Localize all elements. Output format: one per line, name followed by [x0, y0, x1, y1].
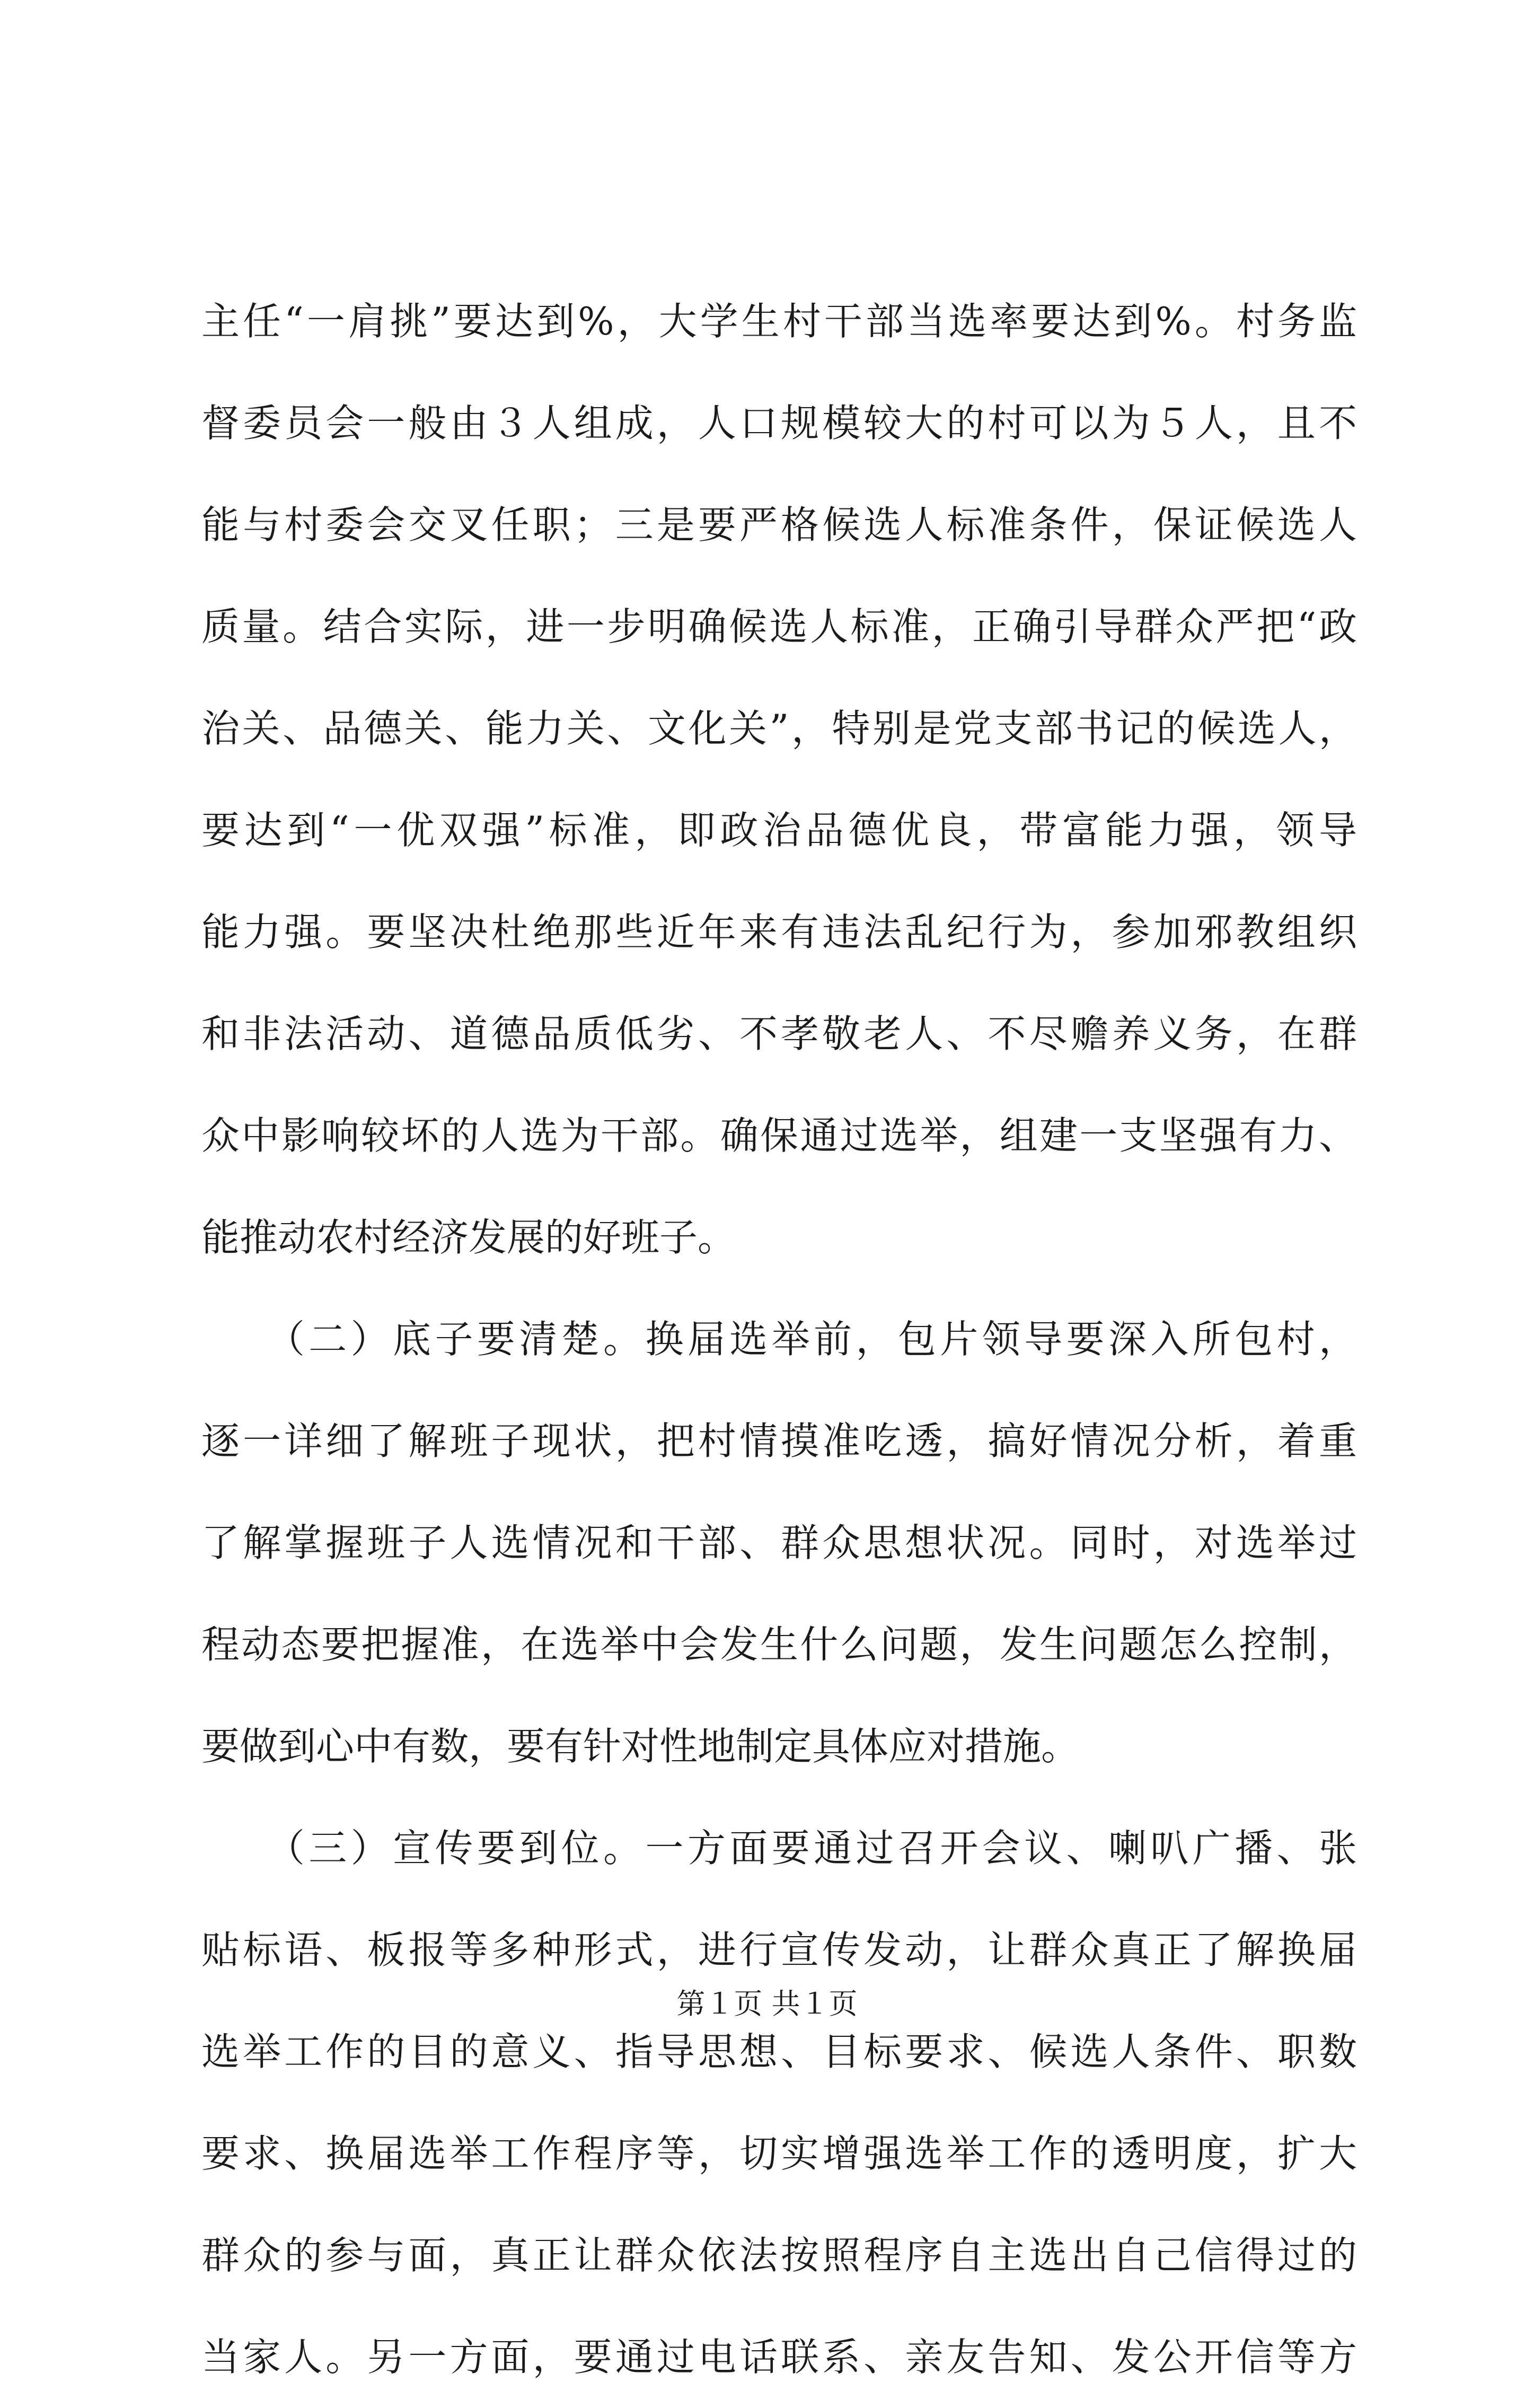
text-line: 要做到心中有数，要有针对性地制定具体应对措施。 — [201, 1724, 1080, 1769]
page-footer — [0, 1983, 1534, 2025]
text-line: （二）底子要清楚。换届选举前，包片领导要深入所包村， — [201, 1317, 1357, 1361]
text-line: 和非法活动、道德品质低劣、不孝敬老人、不尽赡养义务，在群 — [201, 1012, 1357, 1056]
text-line: 能推动农村经济发展的好班子。 — [201, 1215, 736, 1260]
text-line: 了解掌握班子人选情况和干部、群众思想状况。同时，对选举过 — [201, 1521, 1357, 1565]
text-line: 主任“一肩挑”要达到%，大学生村干部当选率要达到%。村务监 — [201, 299, 1357, 344]
text-line: 众中影响较坏的人选为干部。确保通过选举，组建一支坚强有力、 — [201, 1113, 1357, 1158]
text-line: 能与村委会交叉任职；三是要严格候选人标准条件，保证候选人 — [201, 503, 1357, 547]
text-line: 当家人。另一方面，要通过电话联系、亲友告知、发公开信等方 — [201, 2335, 1357, 2379]
document-body — [201, 270, 1357, 2408]
text-line: 程动态要把握准，在选举中会发生什么问题，发生问题怎么控制， — [201, 1622, 1357, 1667]
text-line: 治关、品德关、能力关、文化关”，特别是党支部书记的候选人， — [201, 706, 1357, 751]
text-line: 能力强。要坚决杜绝那些近年来有违法乱纪行为，参加邪教组织 — [201, 910, 1357, 954]
text-line: 要达到“一优双强”标准，即政治品德优良，带富能力强，领导 — [201, 808, 1357, 853]
text-line: 督委员会一般由３人组成，人口规模较大的村可以为５人，且不 — [201, 401, 1357, 445]
text-line: 群众的参与面，真正让群众依法按照程序自主选出自己信得过的 — [201, 2233, 1357, 2278]
text-line: 质量。结合实际，进一步明确候选人标准，正确引导群众严把“政 — [201, 604, 1357, 649]
text-line: （三）宣传要到位。一方面要通过召开会议、喇叭广播、张 — [201, 1826, 1357, 1870]
text-line: 逐一详细了解班子现状，把村情摸准吃透，搞好情况分析，着重 — [201, 1419, 1357, 1463]
text-line: 选举工作的目的意义、指导思想、目标要求、候选人条件、职数 — [201, 2029, 1357, 2074]
text-line: 要求、换届选举工作程序等，切实增强选举工作的透明度，扩大 — [201, 2131, 1357, 2176]
page-number-label: 第１页 共１页 — [676, 1987, 858, 2020]
text-line: 贴标语、板报等多种形式，进行宣传发动，让群众真正了解换届 — [201, 1928, 1357, 1972]
